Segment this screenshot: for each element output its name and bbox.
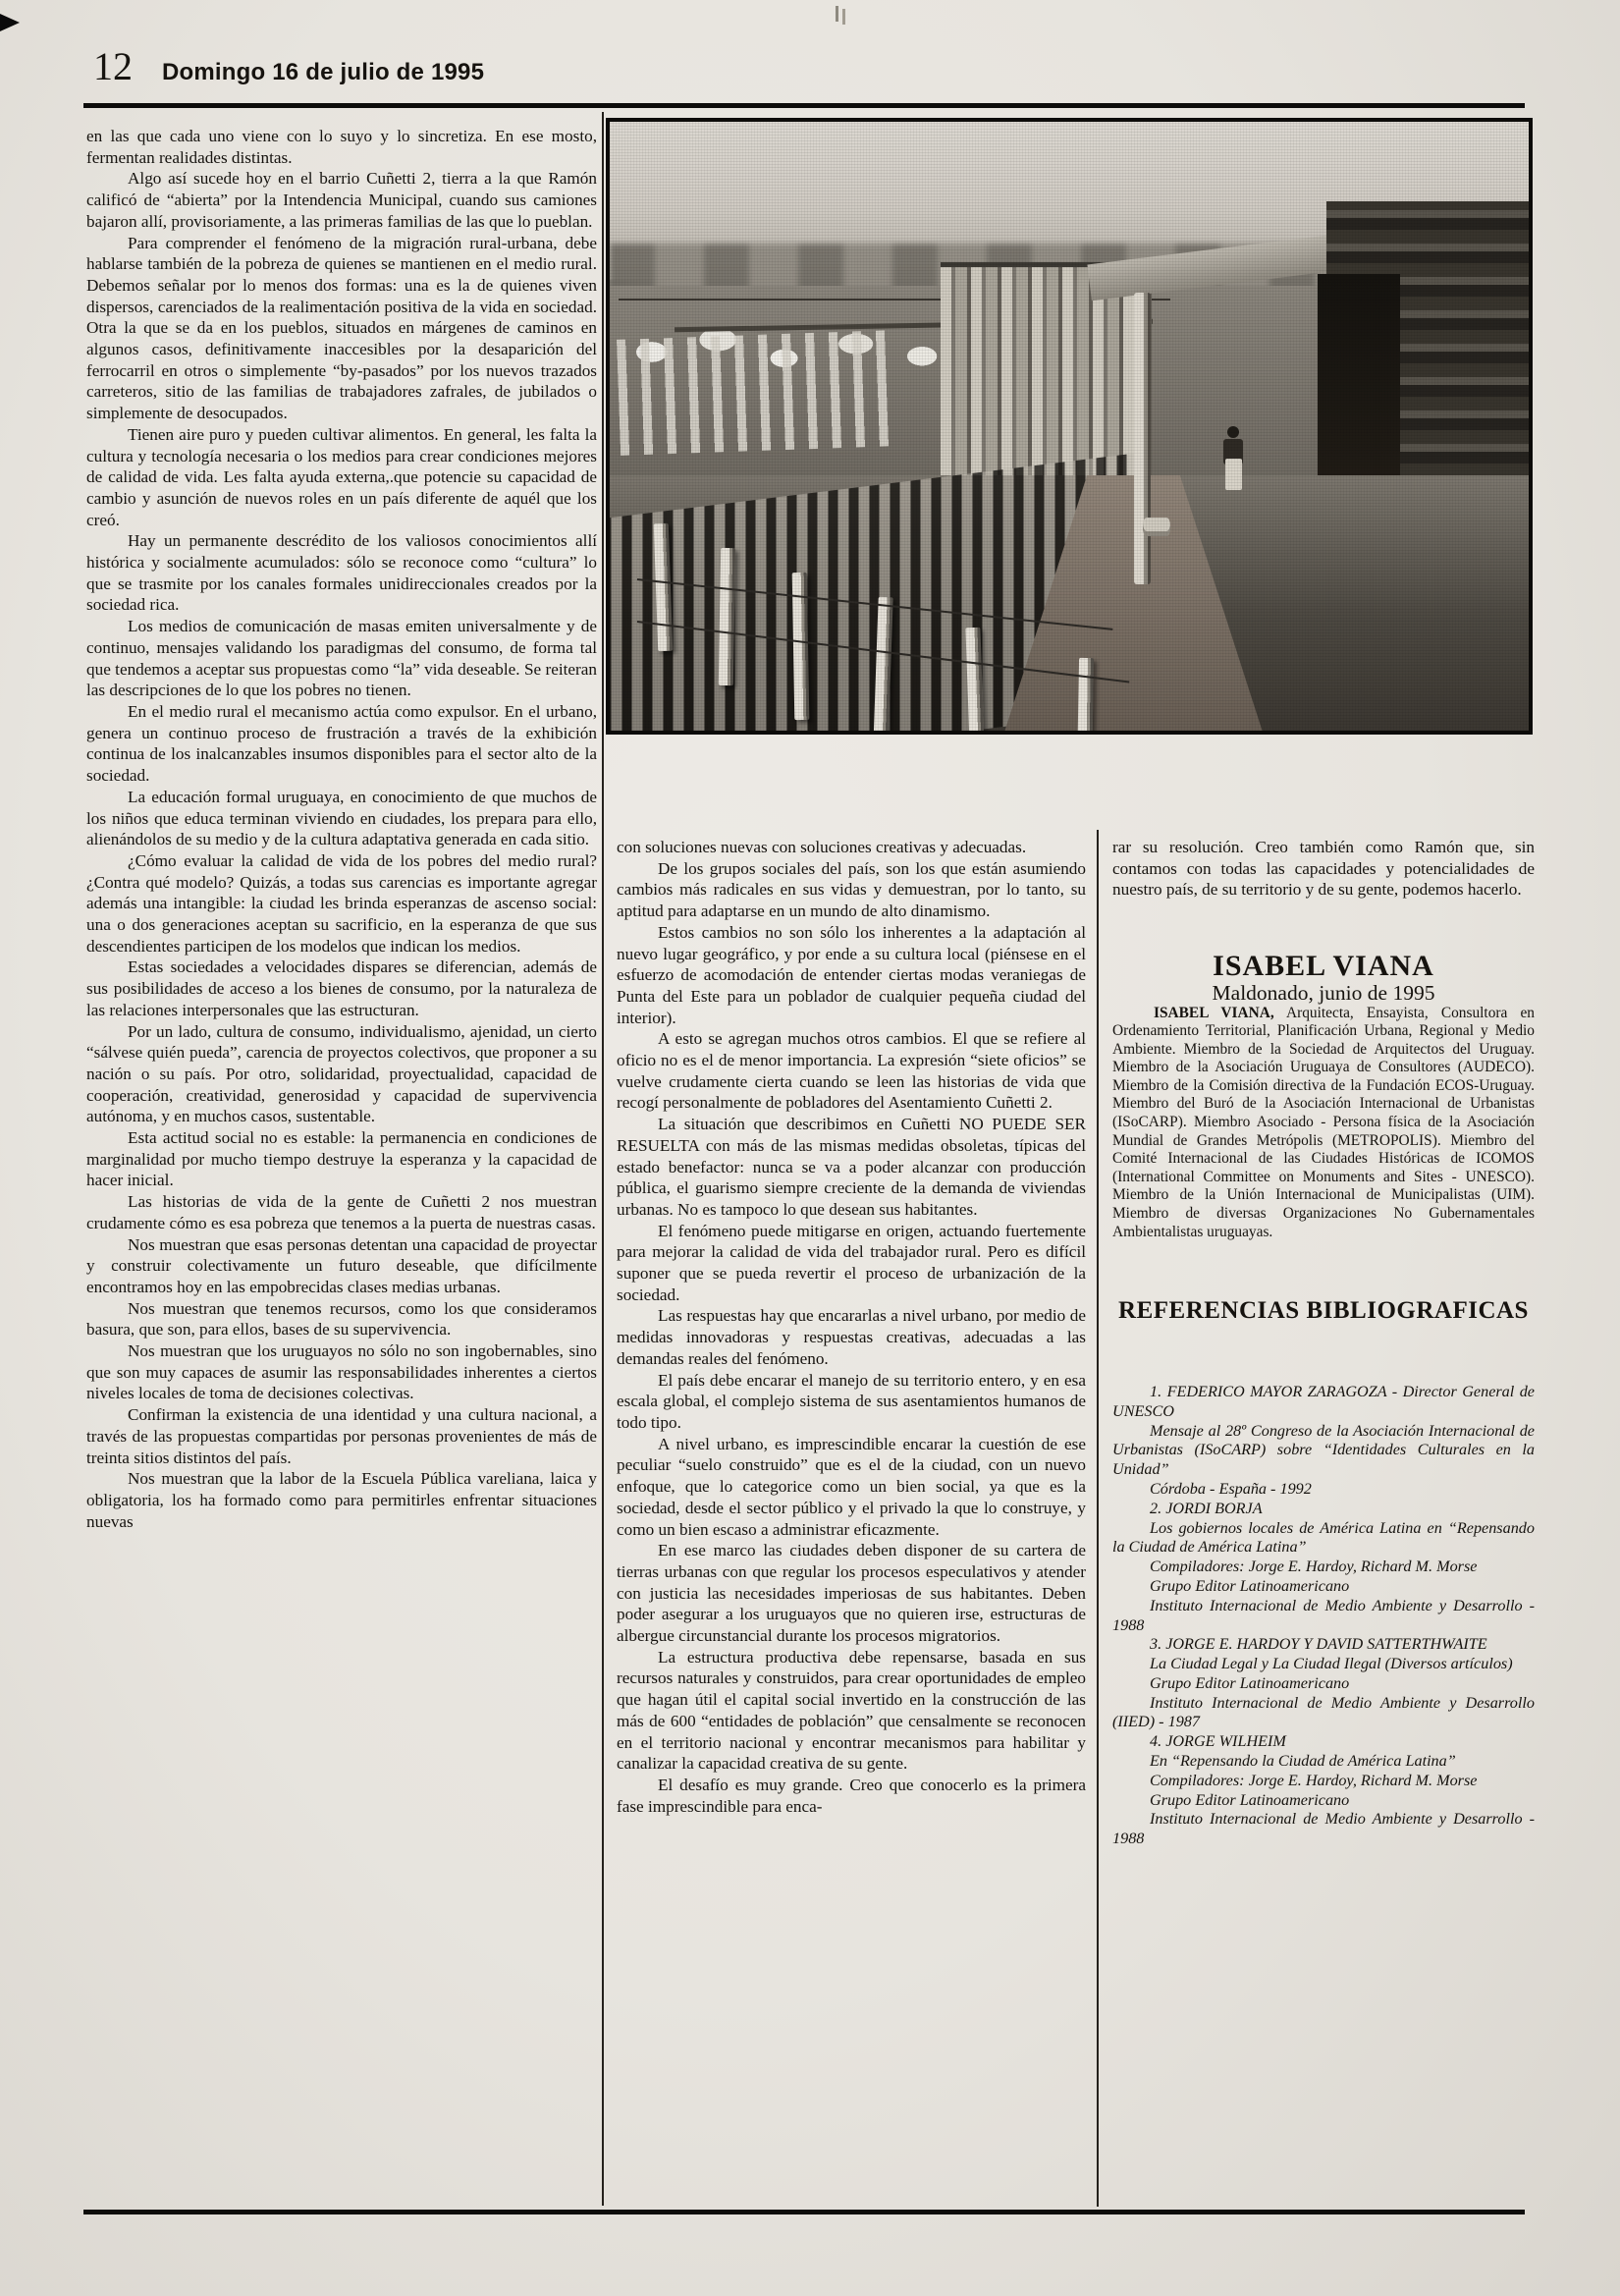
article-paragraph: La educación formal uruguaya, en conocimiento de que muchos de los niños que educa terminan viviendo en ciudades, los prepara para ello, alienándolos de su medio y de la cultura adaptativa generada en cada sitio. [86,787,597,849]
reference-entry: Grupo Editor Latinoamericano [1150,1673,1350,1692]
article-paragraph: ¿Cómo evaluar la calidad de vida de los pobres del medio rural? ¿Contra qué modelo? Quizás, a todas sus carencias es importante agregar además una intangible: la ciudad les brinda esperanzas de ascenso social: una o dos generaciones aceptan su sacrificio, en la esperanza de que sus descendientes participen de los modelos que indican los medios. [86,850,597,956]
reference-entry: 4. JORGE WILHEIM [1150,1732,1286,1751]
column-divider-left [602,112,604,2206]
article-paragraph: Por un lado, cultura de consumo, individualismo, ajenidad, un cierto “sálvese quién pueda”, carencia de proyectos colectivos, que proponer a su nación o su país. Por otro, solidaridad, proyectualidad, capacidad de cooperación, creatividad, generosidad y capacidad de supervivencia autónoma, y en muchos casos, sustentable. [86,1021,597,1126]
reference-entry: 1. FEDERICO MAYOR ZARAGOZA - Director General de UNESCO [1112,1382,1535,1420]
article-paragraph: Los medios de comunicación de masas emiten universalmente y de continuo, mensajes validando los paradigmas del consumo, de forma tal que tendemos a aceptar sus propuestas como “la” vida deseable. Se reiteran las descripciones de lo que los pobres no tienen. [86,617,597,700]
article-paragraph: Para comprender el fenómeno de la migración rural-urbana, debe hablarse también de la pobreza de quienes se mantienen en el medio rural. Debemos señalar por lo menos dos formas: una es la de quienes viven dispersos, carenciados de la realimentación positiva de la vida en sociedad. Otra la que se da en los pueblos, situados en márgenes de caminos en algunos casos, definitivamente inaccesibles por la desaparición del ferrocarril en otros o simplemente “by-pasados” por los nuevos trazados carreteros, sitio de las familias de trabajadores zafrales, de jubilados o simplemente de desocupados. [86,233,597,423]
reference-entry: Instituto Internacional de Medio Ambiente y Desarrollo - 1988 [1112,1596,1535,1634]
page-date: Domingo 16 de julio de 1995 [162,59,485,85]
article-paragraph: Estos cambios no son sólo los inherentes a la adaptación al nuevo lugar geográfico, y por ende a su cultura local (piénsese en el esfuerzo de acomodación de entender ciertas modas veraniegas de Punta del Este para un poblador de cualquier pequeña ciudad del interior). [617,922,1086,1027]
author-signature [1112,950,1535,1005]
article-paragraph: El desafío es muy grande. Creo que conocerlo es la primera fase imprescindible para enca- [617,1775,1086,1816]
photo-gate-post [1134,293,1151,585]
article-paragraph: Esta actitud social no es estable: la permanencia en condiciones de marginalidad por mucho tiempo destruye la esperanza y la capacidad de hacer inicial. [86,1128,597,1190]
references-list [1112,1383,1535,1849]
article-paragraph: El país debe encarar el manejo de su territorio entero, y en esa escala global, el complejo sistema de sus asentamientos humanos de todo tipo. [617,1370,1086,1432]
references-heading: REFERENCIAS BIBLIOGRAFICAS [1118,1297,1529,1325]
reference-entry: Grupo Editor Latinoamericano [1150,1576,1350,1595]
photo-child-head [1227,426,1239,438]
author-bio [1112,1005,1535,1242]
article-paragraph: La estructura productiva debe repensarse, basada en sus recursos naturales y construidos, para crear oportunidades de empleo que hagan útil el capital social invertido en la construcción de las más de 600 “entidades de población” que censalmente se reconocen en el territorio nacional y encontrar mecanismos para habilitar y canalizar la capacidad creativa de su gente. [617,1647,1086,1774]
signature-place-date: Maldonado, junio de 1995 [1212,980,1435,1005]
author-bio-text: Arquitecta, Ensayista, Consultora en Ordenamiento Territorial, Planificación Urbana, Regional y Medio Ambiente. Miembro de la Sociedad de Arquitectos del Uruguay. Miembro de la Asociación Uruguaya de Consultores (AUDECO). Miembro de la Comisión directiva de la Fundación ECOS-Uruguay. Miembro del Buró de la Asociación Internacional de Urbanistas (ISoCARP). Miembro Asociado - Persona física de la Asociación Mundial de Grandes Metrópolis (METROPOLIS). Miembro del Comité Internacional de las Ciudades Históricas de ICOMOS (International Committee on Monuments and Sites - UNESCO). Miembro de la Unión Internacional de Municipalistas (UIM). Miembro de diversas Organizaciones No Gubernamentales Ambientalistas uruguayas. [1112,1004,1535,1240]
reference-entry: En “Repensando la Ciudad de América Latina” [1150,1752,1456,1771]
reference-entry: Los gobiernos locales de América Latina en “Repensando la Ciudad de América Latina” [1112,1518,1535,1557]
article-paragraph: Estas sociedades a velocidades dispares se diferencian, además de sus posibilidades de acceso a los bienes de consumo, por la naturaleza de las relaciones interpersonales que las estructuran. [86,957,597,1019]
article-paragraph: Las historias de vida de la gente de Cuñetti 2 nos muestran crudamente cómo es esa pobreza que tenemos a la puerta de nuestras casas. [86,1192,597,1232]
reference-entry: 2. JORDI BORJA [1150,1499,1263,1517]
photo-bucket [1143,518,1170,536]
article-paragraph: Confirman la existencia de una identidad y una cultura nacional, a través de las propuestas compartidas por personas provenientes de más de treinta sitios distintos del país. [86,1405,597,1467]
reference-entry: Mensaje al 28º Congreso de la Asociación Internacional de Urbanistas (ISoCARP) sobre “Identidades Culturales en la Unidad” [1112,1421,1535,1479]
author-bio-lead: ISABEL VIANA, [1154,1004,1274,1021]
article-paragraph: Hay un permanente descrédito de los valiosos conocimientos allí histórica y socialmente acumulados: sólo se reconoce como “cultura” lo que se trasmite por los canales formales unidireccionales creados por la sociedad rica. [86,531,597,615]
author-name: ISABEL VIANA [1213,950,1434,983]
article-paragraph: Nos muestran que la labor de la Escuela Pública vareliana, laica y obligatoria, los ha formado como para permitirles enfrentar situaciones nuevas [86,1469,597,1531]
scan-artifact-arrow [0,14,20,31]
article-paragraph: en las que cada uno viene con lo suyo y lo sincretiza. En ese mosto, fermentan realidades distintas. [86,127,597,167]
reference-entry: La Ciudad Legal y La Ciudad Ilegal (Diversos artículos) [1150,1655,1513,1673]
article-paragraph: El fenómeno puede mitigarse en origen, actuando fuertemente para mejorar la calidad de vida del trabajador rural. Pero es difícil suponer que se pueda revertir el proceso de urbanización de la sociedad. [617,1221,1086,1304]
page-header [93,43,484,89]
column-divider-right [1097,830,1099,2207]
article-paragraph: Tienen aire puro y pueden cultivar alimentos. En general, les falta la cultura y tecnología necesaria o los medios para crear condiciones mejores de calidad de vida. Les falta ayuda externa,.que potencie su capacidad de cambio y asunción de nuevos roles en un país diferente de aquél que los creó. [86,424,597,529]
article-paragraph: De los grupos sociales del país, son los que están asumiendo cambios más radicales en sus vidas y demuestran, por lo tanto, su aptitud para adaptarse en un mundo de alto dinamismo. [617,858,1086,921]
page-number: 12 [93,44,133,88]
closing-paragraph: rar su resolución. Creo también como Ramón que, sin contamos con todas las capacidades y potencialidades de nuestro país, de su territorio y de su gente, podemos hacerlo. [1112,838,1535,900]
reference-entry: Grupo Editor Latinoamericano [1150,1790,1350,1809]
article-paragraph: En ese marco las ciudades deben disponer de su cartera de tierras urbanas con que regular los procesos especulativos y atender con justicia las necesidades imperiosas de sus habitantes. Deben poder asegurar a los uruguayos que no quieren irse, estructuras de albergue circunstancial durante los procesos migratorios. [617,1541,1086,1646]
reference-entry: Instituto Internacional de Medio Ambiente y Desarrollo - 1988 [1112,1810,1535,1848]
reference-entry: Córdoba - España - 1992 [1150,1479,1312,1498]
reference-entry: 3. JORGE E. HARDOY Y DAVID SATTERTHWAITE [1150,1635,1487,1654]
article-column-right [1112,837,1535,1849]
photo-back-fence [617,330,896,456]
scan-artifact-smudge [836,6,838,22]
reference-entry: Compiladores: Jorge E. Hardoy, Richard M. Morse [1150,1771,1478,1789]
article-paragraph: con soluciones nuevas con soluciones creativas y adecuadas. [617,838,1027,856]
photo-child-figure [1220,426,1246,499]
article-column-left [86,126,597,1532]
photo-gate-post [1203,280,1217,633]
article-column-middle [617,837,1086,1817]
article-paragraph: Nos muestran que tenemos recursos, como los que consideramos basura, que son, para ellos, bases de su supervivencia. [86,1298,597,1339]
settlement-photo [606,118,1533,735]
article-paragraph: La situación que describimos en Cuñetti NO PUEDE SER RESUELTA con más de las mismas medidas obsoletas, típicas del estado benefactor: nunca se va a poder alcanzar con producción pública, el guarismo siempre creciente de la demanda de viviendas urbanas. No es tampoco lo que desean sus habitantes. [617,1115,1086,1219]
article-paragraph: A esto se agregan muchos otros cambios. El que se refiere al oficio no es el de menor importancia. La expresión “siete oficios” se vuelve crudamente cierta cuando se leen las historias de vida que recogí personalmente de pobladores del Asentamiento Cuñetti 2. [617,1029,1086,1113]
article-paragraph: Las respuestas hay que encararlas a nivel urbano, por medio de medidas innovadoras y respuestas creativas, adecuadas a las demandas reales del fenómeno. [617,1306,1086,1368]
article-paragraph: Nos muestran que esas personas detentan una capacidad de proyectar y construir colectivamente un futuro deseable, que difícilmente encontramos hoy en las empobrecidas clases medias urbanas. [86,1234,597,1296]
reference-entry: Compiladores: Jorge E. Hardoy, Richard M. Morse [1150,1558,1478,1576]
article-paragraph: Algo así sucede hoy en el barrio Cuñetti 2, tierra a la que Ramón calificó de “abierta” por la Intendencia Municipal, cuando sus camiones bajaron allí, provisoriamente, a las primeras familias de las que lo pueblan. [86,169,597,231]
article-paragraph: Nos muestran que los uruguayos no sólo no son ingobernables, sino que son muy capaces de asumir las responsabilidades inherentes a ciertos niveles locales de toma de decisiones colectivas. [86,1341,597,1403]
article-paragraph: En el medio rural el mecanismo actúa como expulsor. En el urbano, genera un continuo proceso de frustración a través de la exhibición continua de los inalcanzables insumos disponibles para el sector alto de la sociedad. [86,701,597,786]
photo-fence-post [1077,657,1094,735]
footer-rule [83,2210,1525,2214]
photo-fence-post [719,548,735,685]
article-paragraph: A nivel urbano, es imprescindible encarar la cuestión de ese peculiar “suelo construido” que es el de la ciudad, con un nuevo enfoque, que lo categorice como un bien social, ya que es la sociedad, desde el sector público y el privado la que lo construye, y como un bien escaso a administrar eficazmente. [617,1434,1086,1539]
photo-child-overalls [1225,459,1242,490]
header-rule [83,103,1525,108]
reference-entry: Instituto Internacional de Medio Ambiente y Desarrollo (IIED) - 1987 [1112,1693,1535,1731]
